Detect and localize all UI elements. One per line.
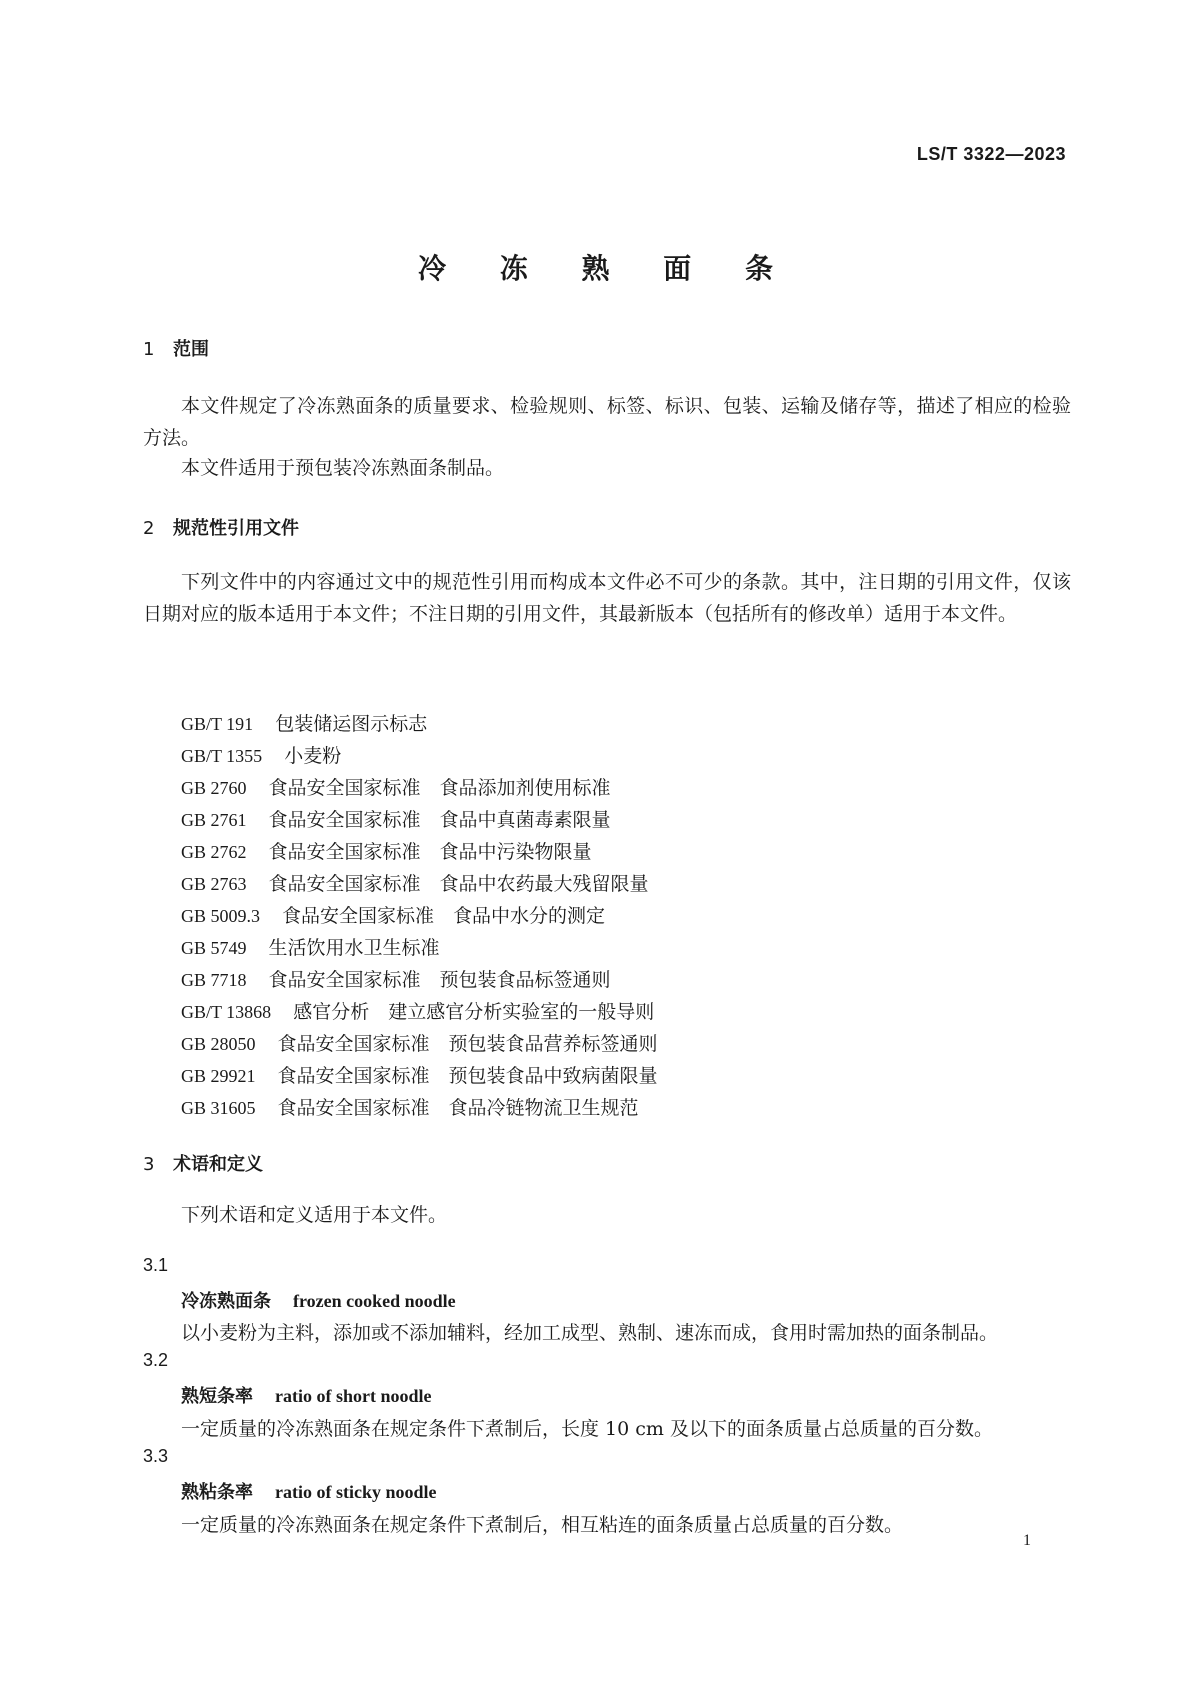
reference-code: GB/T 1355 — [181, 746, 263, 766]
reference-code: GB 31605 — [181, 1098, 256, 1118]
reference-item — [181, 772, 658, 804]
reference-title: 小麦粉 — [284, 745, 342, 767]
reference-code: GB 28050 — [181, 1034, 256, 1054]
section-number: 1 — [143, 339, 155, 360]
reference-code: GB 7718 — [181, 970, 247, 990]
reference-item — [181, 964, 658, 996]
reference-list — [181, 708, 658, 1124]
reference-item — [181, 740, 658, 772]
paragraph: 下列文件中的内容通过文中的规范性引用而构成本文件必不可少的条款。其中，注日期的引用文件，仅该日期对应的版本适用于本文件；不注日期的引用文件，其最新版本（包括所有的修改单）适用于本文件。 — [143, 571, 1071, 625]
term-zh: 熟短条率 — [181, 1386, 253, 1407]
reference-item — [181, 996, 658, 1028]
section-2-heading — [143, 514, 299, 540]
reference-code: GB 5749 — [181, 938, 247, 958]
reference-title: 包装储运图示标志 — [275, 713, 428, 735]
reference-item — [181, 868, 658, 900]
reference-item — [181, 836, 658, 868]
reference-item — [181, 804, 658, 836]
term-heading — [181, 1478, 437, 1504]
term-definition: 一定质量的冷冻熟面条在规定条件下煮制后，相互粘连的面条质量占总质量的百分数。 — [181, 1514, 904, 1536]
paragraph: 本文件适用于预包装冷冻熟面条制品。 — [181, 457, 505, 479]
reference-title: 生活饮用水卫生标准 — [268, 937, 440, 959]
reference-item — [181, 900, 658, 932]
reference-item — [181, 1060, 658, 1092]
term-zh: 熟粘条率 — [181, 1482, 253, 1503]
reference-code: GB 2760 — [181, 778, 247, 798]
section-3-heading — [143, 1150, 263, 1176]
term-heading — [181, 1382, 432, 1408]
reference-item — [181, 1092, 658, 1124]
term-number: 3.1 — [143, 1255, 169, 1275]
reference-code: GB/T 191 — [181, 714, 254, 734]
paragraph: 下列术语和定义适用于本文件。 — [181, 1204, 448, 1226]
reference-title: 食品安全国家标准 食品中农药最大残留限量 — [268, 873, 649, 895]
reference-title: 食品安全国家标准 食品中水分的测定 — [282, 905, 606, 927]
reference-title: 食品安全国家标准 预包装食品营养标签通则 — [277, 1033, 658, 1055]
term-heading — [181, 1287, 456, 1313]
reference-code: GB/T 13868 — [181, 1002, 272, 1022]
reference-code: GB 2761 — [181, 810, 247, 830]
term-definition: 以小麦粉为主料，添加或不添加辅料，经加工成型、熟制、速冻而成，食用时需加热的面条制品。 — [181, 1322, 999, 1344]
reference-title: 食品安全国家标准 食品添加剂使用标准 — [268, 777, 611, 799]
reference-code: GB 29921 — [181, 1066, 256, 1086]
reference-code: GB 2763 — [181, 874, 247, 894]
section-1-heading — [143, 335, 209, 361]
section-title: 范围 — [173, 339, 209, 360]
term-en: ratio of short noodle — [275, 1386, 432, 1406]
term-en: ratio of sticky noodle — [275, 1482, 437, 1502]
section-title: 规范性引用文件 — [173, 518, 299, 539]
standard-code: LS/T 3322—2023 — [916, 144, 1066, 164]
reference-title: 食品安全国家标准 预包装食品标签通则 — [268, 969, 611, 991]
reference-code: GB 5009.3 — [181, 906, 261, 926]
reference-title: 食品安全国家标准 食品中真菌毒素限量 — [268, 809, 611, 831]
paragraph: 本文件规定了冷冻熟面条的质量要求、检验规则、标签、标识、包装、运输及储存等，描述了相应的检验方法。 — [143, 395, 1071, 449]
section-title: 术语和定义 — [173, 1154, 263, 1175]
term-definition: 一定质量的冷冻熟面条在规定条件下煮制后，长度 10 cm 及以下的面条质量占总质量的百分数。 — [181, 1418, 993, 1440]
reference-item — [181, 932, 658, 964]
term-zh: 冷冻熟面条 — [181, 1291, 271, 1312]
term-number: 3.2 — [143, 1350, 169, 1370]
page-number: 1 — [1023, 1532, 1031, 1549]
reference-title: 食品安全国家标准 食品中污染物限量 — [268, 841, 592, 863]
term-en: frozen cooked noodle — [293, 1291, 456, 1311]
reference-code: GB 2762 — [181, 842, 247, 862]
document-title: 冷 冻 熟 面 条 — [418, 252, 795, 285]
reference-item — [181, 708, 658, 740]
section-number: 3 — [143, 1154, 155, 1175]
section-number: 2 — [143, 518, 155, 539]
reference-title: 感官分析 建立感官分析实验室的一般导则 — [293, 1001, 655, 1023]
reference-title: 食品安全国家标准 预包装食品中致病菌限量 — [277, 1065, 658, 1087]
reference-title: 食品安全国家标准 食品冷链物流卫生规范 — [277, 1097, 639, 1119]
term-number: 3.3 — [143, 1446, 169, 1466]
reference-item — [181, 1028, 658, 1060]
